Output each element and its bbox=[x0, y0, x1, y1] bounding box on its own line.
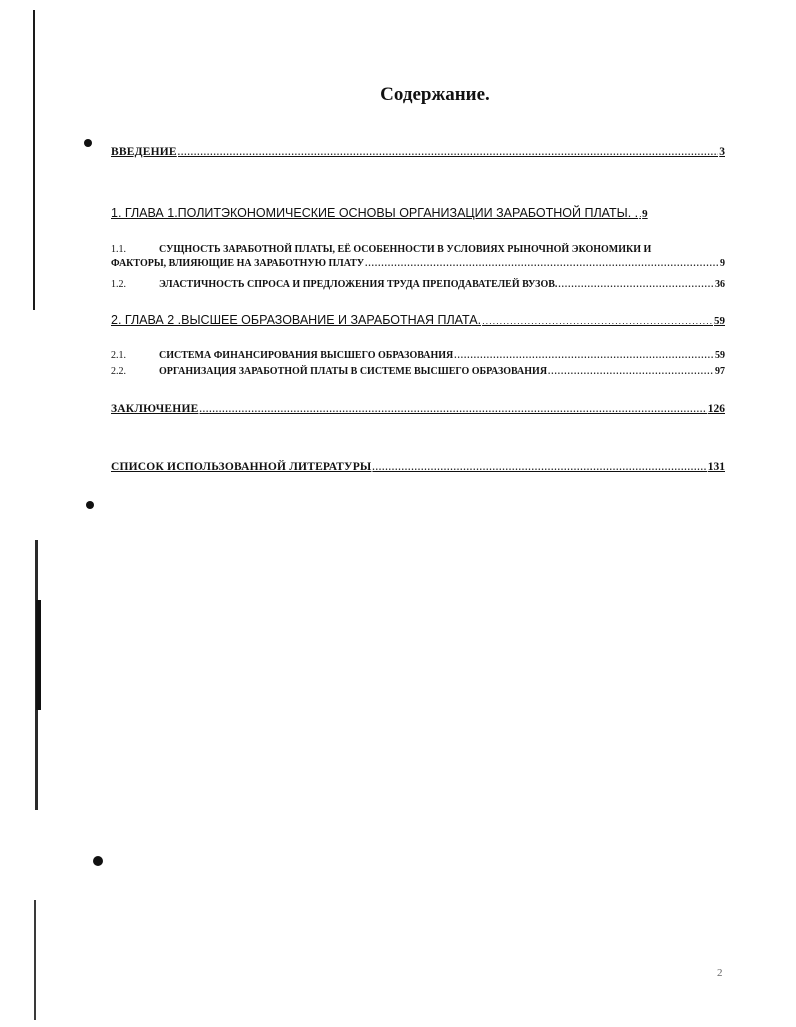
punch-hole-mark bbox=[84, 139, 92, 147]
toc-page: 97 bbox=[715, 366, 725, 377]
toc-label: СИСТЕМА ФИНАНСИРОВАНИЯ ВЫСШЕГО ОБРАЗОВАНИЯ bbox=[159, 350, 454, 361]
toc-page: 36 bbox=[715, 279, 725, 290]
toc-entry-bibliography[interactable] bbox=[111, 461, 725, 473]
toc-entry-chapter-1[interactable] bbox=[111, 206, 725, 220]
toc-entry-conclusion[interactable] bbox=[111, 403, 725, 415]
toc-entry-section-1-1[interactable] bbox=[111, 244, 725, 269]
toc-number: 2.2. bbox=[111, 366, 126, 377]
toc-page: 59 bbox=[715, 350, 725, 361]
toc-label: 1. ГЛАВА 1.ПОЛИТЭКОНОМИЧЕСКИЕ ОСНОВЫ ОРГАНИЗАЦИИ ЗАРАБОТНОЙ ПЛАТЫ. . bbox=[111, 206, 639, 220]
toc-page: 9 bbox=[642, 208, 648, 220]
toc-label: ЗАКЛЮЧЕНИЕ bbox=[111, 403, 199, 415]
punch-hole-mark bbox=[93, 856, 103, 866]
toc-label-line1: СУЩНОСТЬ ЗАРАБОТНОЙ ПЛАТЫ, ЕЁ ОСОБЕННОСТИ В УСЛОВИЯХ РЫНОЧНОЙ ЭКОНОМИКИ И bbox=[159, 244, 652, 255]
toc-page: 131 bbox=[707, 461, 725, 473]
scan-edge bbox=[34, 900, 36, 1020]
toc-label: ВВЕДЕНИЕ bbox=[111, 146, 177, 158]
scan-edge bbox=[36, 600, 41, 710]
scan-edge bbox=[33, 10, 35, 310]
punch-hole-mark bbox=[86, 501, 94, 509]
toc-entry-chapter-2[interactable] bbox=[111, 313, 725, 327]
toc-number: 2.1. bbox=[111, 350, 126, 361]
toc-label: ЭЛАСТИЧНОСТЬ СПРОСА И ПРЕДЛОЖЕНИЯ ТРУДА ПРЕПОДАВАТЕЛЕЙ ВУЗОВ. bbox=[159, 279, 558, 290]
toc-page: 126 bbox=[707, 403, 725, 415]
toc-page: 9 bbox=[720, 258, 725, 269]
page-title: Содержание. bbox=[380, 84, 490, 105]
toc-number: 1.2. bbox=[111, 279, 126, 290]
toc-entry-section-1-2[interactable] bbox=[111, 279, 725, 290]
toc-page: 3 bbox=[719, 146, 725, 158]
toc-entry-section-2-1[interactable] bbox=[111, 350, 725, 361]
page-number: 2 bbox=[717, 967, 723, 979]
toc-number: 1.1. bbox=[111, 244, 126, 255]
toc-label: ОРГАНИЗАЦИЯ ЗАРАБОТНОЙ ПЛАТЫ В СИСТЕМЕ ВЫСШЕГО ОБРАЗОВАНИЯ bbox=[159, 366, 548, 377]
toc-label: 2. ГЛАВА 2 .ВЫСШЕЕ ОБРАЗОВАНИЕ И ЗАРАБОТНАЯ ПЛАТА. bbox=[111, 313, 482, 327]
toc-page: 59 bbox=[714, 315, 725, 327]
toc-entry-section-2-2[interactable] bbox=[111, 366, 725, 377]
toc-entry-introduction[interactable] bbox=[111, 146, 725, 158]
toc-label: СПИСОК ИСПОЛЬЗОВАННОЙ ЛИТЕРАТУРЫ bbox=[111, 461, 372, 473]
toc-label-line2: ФАКТОРЫ, ВЛИЯЮЩИЕ НА ЗАРАБОТНУЮ ПЛАТУ bbox=[111, 258, 365, 269]
